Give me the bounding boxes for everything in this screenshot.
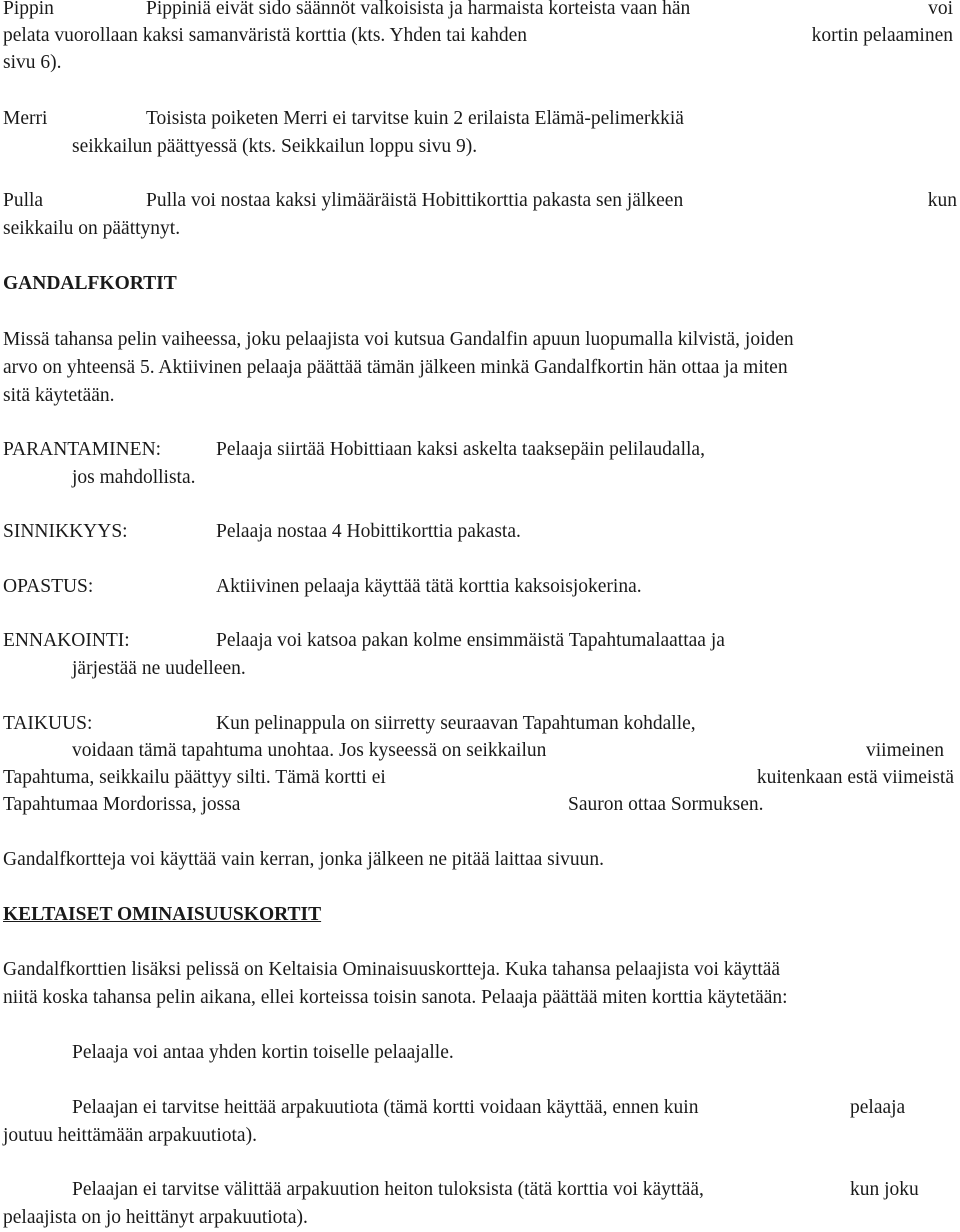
gandalf-intro-2: arvo on yhteensä 5. Aktiivinen pelaaja päättää tämän jälkeen minkä Gandalfkortin hän ottaa ja miten bbox=[3, 357, 788, 378]
yellow-intro-1: Gandalfkorttien lisäksi pelissä on Keltaisia Ominaisuuskortteja. Kuka tahansa pelaajista voi käyttää bbox=[3, 959, 781, 980]
taikuus-line-4a: Tapahtumaa Mordorissa, jossa bbox=[3, 794, 241, 815]
pulla-line-2: seikkailu on päättynyt. bbox=[3, 218, 181, 239]
pippin-line-3: sivu 6). bbox=[3, 52, 62, 73]
taikuus-line-2b: viimeinen bbox=[866, 740, 944, 761]
taikuus-line-3b: kuitenkaan estä viimeistä bbox=[756, 767, 954, 788]
taikuus-line-2a: voidaan tämä tapahtuma unohtaa. Jos kyseessä on seikkailun bbox=[72, 740, 547, 761]
yellow-item-2-line-1b: pelaaja bbox=[850, 1097, 906, 1118]
merri-line-1: Toisista poiketen Merri ei tarvitse kuin 2 erilaista Elämä-pelimerkkiä bbox=[146, 108, 684, 129]
yellow-item-3-line-1a: Pelaajan ei tarvitse välittää arpakuution heiton tuloksista (tätä korttia voi käyttää, bbox=[72, 1179, 704, 1200]
pippin-line-2b: kortin pelaaminen bbox=[811, 25, 953, 46]
sinnikkyys-term: SINNIKKYYS: bbox=[3, 521, 128, 542]
yellow-item-1: Pelaaja voi antaa yhden kortin toiselle pelaajalle. bbox=[72, 1042, 454, 1063]
merri-term: Merri bbox=[3, 108, 48, 129]
pulla-line-1: Pulla voi nostaa kaksi ylimääräistä Hobittikorttia pakasta sen jälkeen bbox=[146, 190, 684, 211]
taikuus-line-1: Kun pelinappula on siirretty seuraavan Tapahtuman kohdalle, bbox=[216, 713, 696, 734]
pulla-line-1-end: kun bbox=[927, 190, 957, 211]
parantaminen-line-1: Pelaaja siirtää Hobittiaan kaksi askelta taaksepäin pelilaudalla, bbox=[216, 439, 705, 460]
yellow-item-2-line-2: joutuu heittämään arpakuutiota). bbox=[3, 1125, 257, 1146]
parantaminen-line-2: jos mahdollista. bbox=[72, 467, 196, 488]
merri-line-2: seikkailun päättyessä (kts. Seikkailun loppu sivu 9). bbox=[72, 136, 478, 157]
parantaminen-term: PARANTAMINEN: bbox=[3, 439, 162, 460]
ennakointi-term: ENNAKOINTI: bbox=[3, 630, 130, 651]
pulla-term: Pulla bbox=[3, 190, 44, 211]
gandalf-heading: GANDALFKORTIT bbox=[3, 273, 177, 294]
ennakointi-line-1: Pelaaja voi katsoa pakan kolme ensimmäistä Tapahtumalaattaa ja bbox=[216, 630, 725, 651]
taikuus-line-3a: Tapahtuma, seikkailu päättyy silti. Tämä kortti ei bbox=[3, 767, 386, 788]
taikuus-term: TAIKUUS: bbox=[3, 713, 93, 734]
opastus-term: OPASTUS: bbox=[3, 576, 94, 597]
yellow-intro-2: niitä koska tahansa pelin aikana, ellei korteissa toisin sanota. Pelaaja päättää miten korttia käytetään: bbox=[3, 987, 788, 1008]
gandalf-intro-3: sitä käytetään. bbox=[3, 385, 115, 406]
opastus-text: Aktiivinen pelaaja käyttää tätä korttia kaksoisjokerina. bbox=[216, 576, 642, 597]
pippin-term: Pippin bbox=[3, 0, 54, 19]
taikuus-line-4b: Sauron ottaa Sormuksen. bbox=[568, 794, 764, 815]
yellow-item-3-line-2: pelaajista on jo heittänyt arpakuutiota). bbox=[3, 1207, 308, 1228]
gandalf-intro-1: Missä tahansa pelin vaiheessa, joku pelaajista voi kutsua Gandalfin apuun luopumalla kilvistä, joiden bbox=[3, 329, 794, 350]
yellow-heading: KELTAISET OMINAISUUSKORTIT bbox=[3, 904, 322, 925]
sinnikkyys-text: Pelaaja nostaa 4 Hobittikorttia pakasta. bbox=[216, 521, 521, 542]
pippin-line-1: Pippiniä eivät sido säännöt valkoisista ja harmaista korteista vaan hän bbox=[146, 0, 691, 19]
pippin-line-2a: pelata vuorollaan kaksi samanväristä korttia (kts. Yhden tai kahden bbox=[3, 25, 527, 46]
yellow-item-2-line-1a: Pelaajan ei tarvitse heittää arpakuutiota (tämä kortti voidaan käyttää, ennen kuin bbox=[72, 1097, 699, 1118]
yellow-item-3-line-1b: kun joku bbox=[850, 1179, 919, 1200]
pippin-line-1-end: voi bbox=[928, 0, 953, 19]
gandalf-closing: Gandalfkortteja voi käyttää vain kerran, jonka jälkeen ne pitää laittaa sivuun. bbox=[3, 849, 605, 870]
ennakointi-line-2: järjestää ne uudelleen. bbox=[72, 658, 246, 679]
